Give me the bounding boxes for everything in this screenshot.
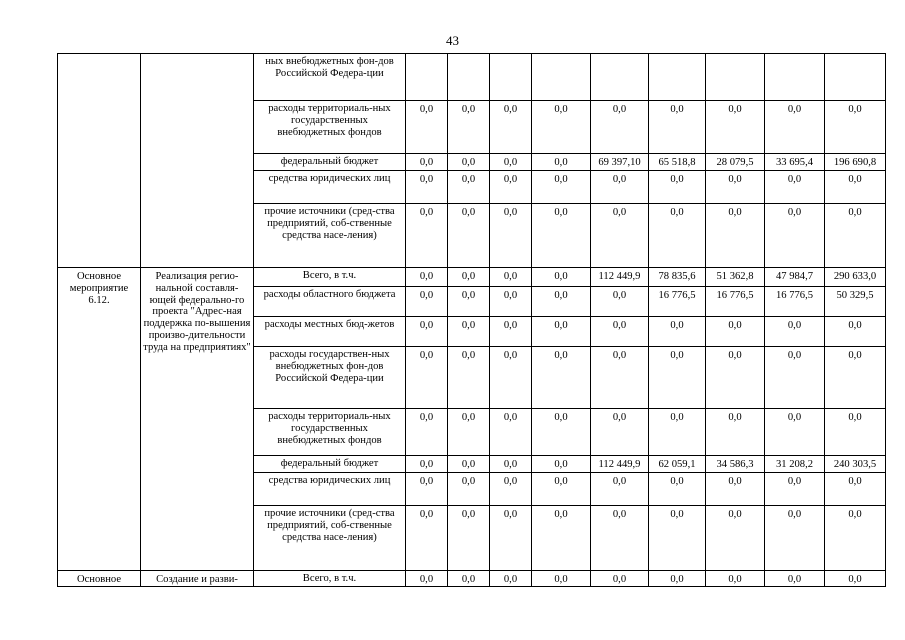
- value-cell: 0,0: [591, 571, 649, 587]
- value-cell: [649, 54, 706, 101]
- measure-cell: Основное мероприятие 6.12.: [58, 268, 141, 571]
- value-cell: 0,0: [649, 571, 706, 587]
- value-cell: 0,0: [591, 171, 649, 204]
- value-cell: 33 695,4: [765, 154, 825, 171]
- value-cell: 0,0: [490, 506, 532, 571]
- value-cell: 0,0: [591, 506, 649, 571]
- value-cell: 0,0: [825, 571, 886, 587]
- value-cell: [765, 54, 825, 101]
- value-cell: 0,0: [591, 409, 649, 456]
- value-cell: 0,0: [706, 506, 765, 571]
- value-cell: 16 776,5: [706, 287, 765, 317]
- value-cell: 0,0: [591, 317, 649, 347]
- value-cell: 0,0: [490, 154, 532, 171]
- value-cell: 0,0: [706, 347, 765, 409]
- value-cell: 0,0: [825, 506, 886, 571]
- value-cell: [448, 54, 490, 101]
- value-cell: 0,0: [406, 456, 448, 473]
- value-cell: 290 633,0: [825, 268, 886, 287]
- value-cell: 0,0: [532, 347, 591, 409]
- value-cell: 50 329,5: [825, 287, 886, 317]
- value-cell: 0,0: [406, 101, 448, 154]
- value-cell: 0,0: [490, 456, 532, 473]
- value-cell: 0,0: [448, 456, 490, 473]
- value-cell: 0,0: [825, 317, 886, 347]
- value-cell: 0,0: [532, 571, 591, 587]
- funding-source-cell: федеральный бюджет: [254, 154, 406, 171]
- value-cell: 0,0: [448, 287, 490, 317]
- value-cell: 0,0: [765, 473, 825, 506]
- value-cell: 0,0: [649, 101, 706, 154]
- value-cell: 0,0: [765, 171, 825, 204]
- value-cell: 0,0: [448, 268, 490, 287]
- value-cell: 0,0: [532, 409, 591, 456]
- value-cell: 0,0: [448, 154, 490, 171]
- value-cell: 0,0: [765, 506, 825, 571]
- value-cell: 0,0: [406, 204, 448, 268]
- value-cell: [591, 54, 649, 101]
- table-row: [58, 54, 886, 101]
- value-cell: 0,0: [532, 287, 591, 317]
- value-cell: 0,0: [406, 473, 448, 506]
- description-cell: [141, 54, 254, 268]
- value-cell: 0,0: [765, 317, 825, 347]
- value-cell: 0,0: [448, 171, 490, 204]
- funding-source-cell: прочие источники (сред-ства предприятий, соб-ственные средства насе-ления): [254, 204, 406, 268]
- value-cell: 0,0: [490, 171, 532, 204]
- value-cell: 0,0: [825, 473, 886, 506]
- table-row: [58, 268, 886, 287]
- value-cell: 0,0: [591, 101, 649, 154]
- value-cell: [532, 54, 591, 101]
- value-cell: 0,0: [706, 317, 765, 347]
- value-cell: 0,0: [649, 473, 706, 506]
- value-cell: 0,0: [706, 204, 765, 268]
- value-cell: 0,0: [406, 409, 448, 456]
- value-cell: 62 059,1: [649, 456, 706, 473]
- funding-source-cell: расходы государствен-ных внебюджетных фон-дов Российской Федера-ции: [254, 347, 406, 409]
- funding-source-cell: расходы местных бюд-жетов: [254, 317, 406, 347]
- value-cell: 196 690,8: [825, 154, 886, 171]
- value-cell: 0,0: [448, 473, 490, 506]
- value-cell: 78 835,6: [649, 268, 706, 287]
- description-cell: Создание и разви-: [141, 571, 254, 587]
- value-cell: 0,0: [490, 571, 532, 587]
- funding-source-cell: Всего, в т.ч.: [254, 268, 406, 287]
- value-cell: 0,0: [406, 347, 448, 409]
- value-cell: 0,0: [448, 101, 490, 154]
- value-cell: 0,0: [765, 101, 825, 154]
- budget-table: [57, 53, 886, 587]
- value-cell: 0,0: [490, 473, 532, 506]
- value-cell: 0,0: [825, 171, 886, 204]
- value-cell: 0,0: [532, 456, 591, 473]
- value-cell: 0,0: [532, 473, 591, 506]
- value-cell: 31 208,2: [765, 456, 825, 473]
- value-cell: [825, 54, 886, 101]
- funding-source-cell: расходы областного бюджета: [254, 287, 406, 317]
- value-cell: 0,0: [406, 154, 448, 171]
- value-cell: 0,0: [406, 506, 448, 571]
- value-cell: 0,0: [706, 473, 765, 506]
- value-cell: 0,0: [532, 101, 591, 154]
- value-cell: 0,0: [649, 506, 706, 571]
- value-cell: 0,0: [591, 347, 649, 409]
- funding-source-cell: расходы территориаль-ных государственных внебюджетных фондов: [254, 409, 406, 456]
- funding-source-cell: прочие источники (сред-ства предприятий, соб-ственные средства насе-ления): [254, 506, 406, 571]
- value-cell: 0,0: [649, 317, 706, 347]
- value-cell: [490, 54, 532, 101]
- value-cell: [406, 54, 448, 101]
- value-cell: 0,0: [406, 571, 448, 587]
- measure-cell: [58, 54, 141, 268]
- value-cell: 0,0: [406, 287, 448, 317]
- value-cell: 0,0: [490, 347, 532, 409]
- value-cell: 0,0: [406, 268, 448, 287]
- value-cell: 240 303,5: [825, 456, 886, 473]
- value-cell: 47 984,7: [765, 268, 825, 287]
- value-cell: 0,0: [448, 571, 490, 587]
- value-cell: 0,0: [825, 204, 886, 268]
- value-cell: 0,0: [825, 101, 886, 154]
- value-cell: 0,0: [448, 506, 490, 571]
- value-cell: 0,0: [532, 171, 591, 204]
- value-cell: 34 586,3: [706, 456, 765, 473]
- value-cell: 0,0: [706, 571, 765, 587]
- value-cell: 0,0: [490, 317, 532, 347]
- value-cell: 0,0: [448, 347, 490, 409]
- page-number: 43: [446, 33, 459, 48]
- value-cell: 0,0: [765, 409, 825, 456]
- funding-source-cell: расходы территориаль-ных государственных внебюджетных фондов: [254, 101, 406, 154]
- value-cell: 0,0: [532, 268, 591, 287]
- value-cell: [706, 54, 765, 101]
- value-cell: 16 776,5: [765, 287, 825, 317]
- value-cell: 0,0: [490, 409, 532, 456]
- value-cell: 0,0: [649, 409, 706, 456]
- value-cell: 0,0: [532, 317, 591, 347]
- value-cell: 0,0: [825, 409, 886, 456]
- funding-source-cell: средства юридических лиц: [254, 171, 406, 204]
- value-cell: 51 362,8: [706, 268, 765, 287]
- value-cell: 0,0: [532, 154, 591, 171]
- table-row: [58, 571, 886, 587]
- value-cell: 0,0: [448, 409, 490, 456]
- value-cell: 65 518,8: [649, 154, 706, 171]
- value-cell: 0,0: [591, 287, 649, 317]
- value-cell: 0,0: [532, 506, 591, 571]
- funding-source-cell: средства юридических лиц: [254, 473, 406, 506]
- measure-cell: Основное: [58, 571, 141, 587]
- value-cell: 112 449,9: [591, 456, 649, 473]
- value-cell: 0,0: [649, 347, 706, 409]
- value-cell: 0,0: [448, 204, 490, 268]
- value-cell: 0,0: [706, 171, 765, 204]
- value-cell: 0,0: [649, 204, 706, 268]
- value-cell: 0,0: [706, 409, 765, 456]
- value-cell: 28 079,5: [706, 154, 765, 171]
- value-cell: 112 449,9: [591, 268, 649, 287]
- value-cell: 16 776,5: [649, 287, 706, 317]
- value-cell: 0,0: [406, 171, 448, 204]
- value-cell: 0,0: [591, 204, 649, 268]
- value-cell: 0,0: [765, 571, 825, 587]
- value-cell: 0,0: [532, 204, 591, 268]
- funding-source-cell: Всего, в т.ч.: [254, 571, 406, 587]
- value-cell: 0,0: [448, 317, 490, 347]
- value-cell: 0,0: [490, 204, 532, 268]
- funding-source-cell: федеральный бюджет: [254, 456, 406, 473]
- value-cell: 0,0: [765, 204, 825, 268]
- value-cell: 69 397,10: [591, 154, 649, 171]
- description-cell: Реализация регио-нальной составля-ющей федерально-го проекта "Адрес-ная поддержка по-вышения произво-дительности труда на предприятиях": [141, 268, 254, 571]
- funding-source-cell: ных внебюджетных фон-дов Российской Федера-ции: [254, 54, 406, 101]
- value-cell: 0,0: [490, 287, 532, 317]
- value-cell: 0,0: [490, 268, 532, 287]
- value-cell: 0,0: [825, 347, 886, 409]
- value-cell: 0,0: [591, 473, 649, 506]
- value-cell: 0,0: [649, 171, 706, 204]
- value-cell: 0,0: [765, 347, 825, 409]
- value-cell: 0,0: [406, 317, 448, 347]
- value-cell: 0,0: [706, 101, 765, 154]
- value-cell: 0,0: [490, 101, 532, 154]
